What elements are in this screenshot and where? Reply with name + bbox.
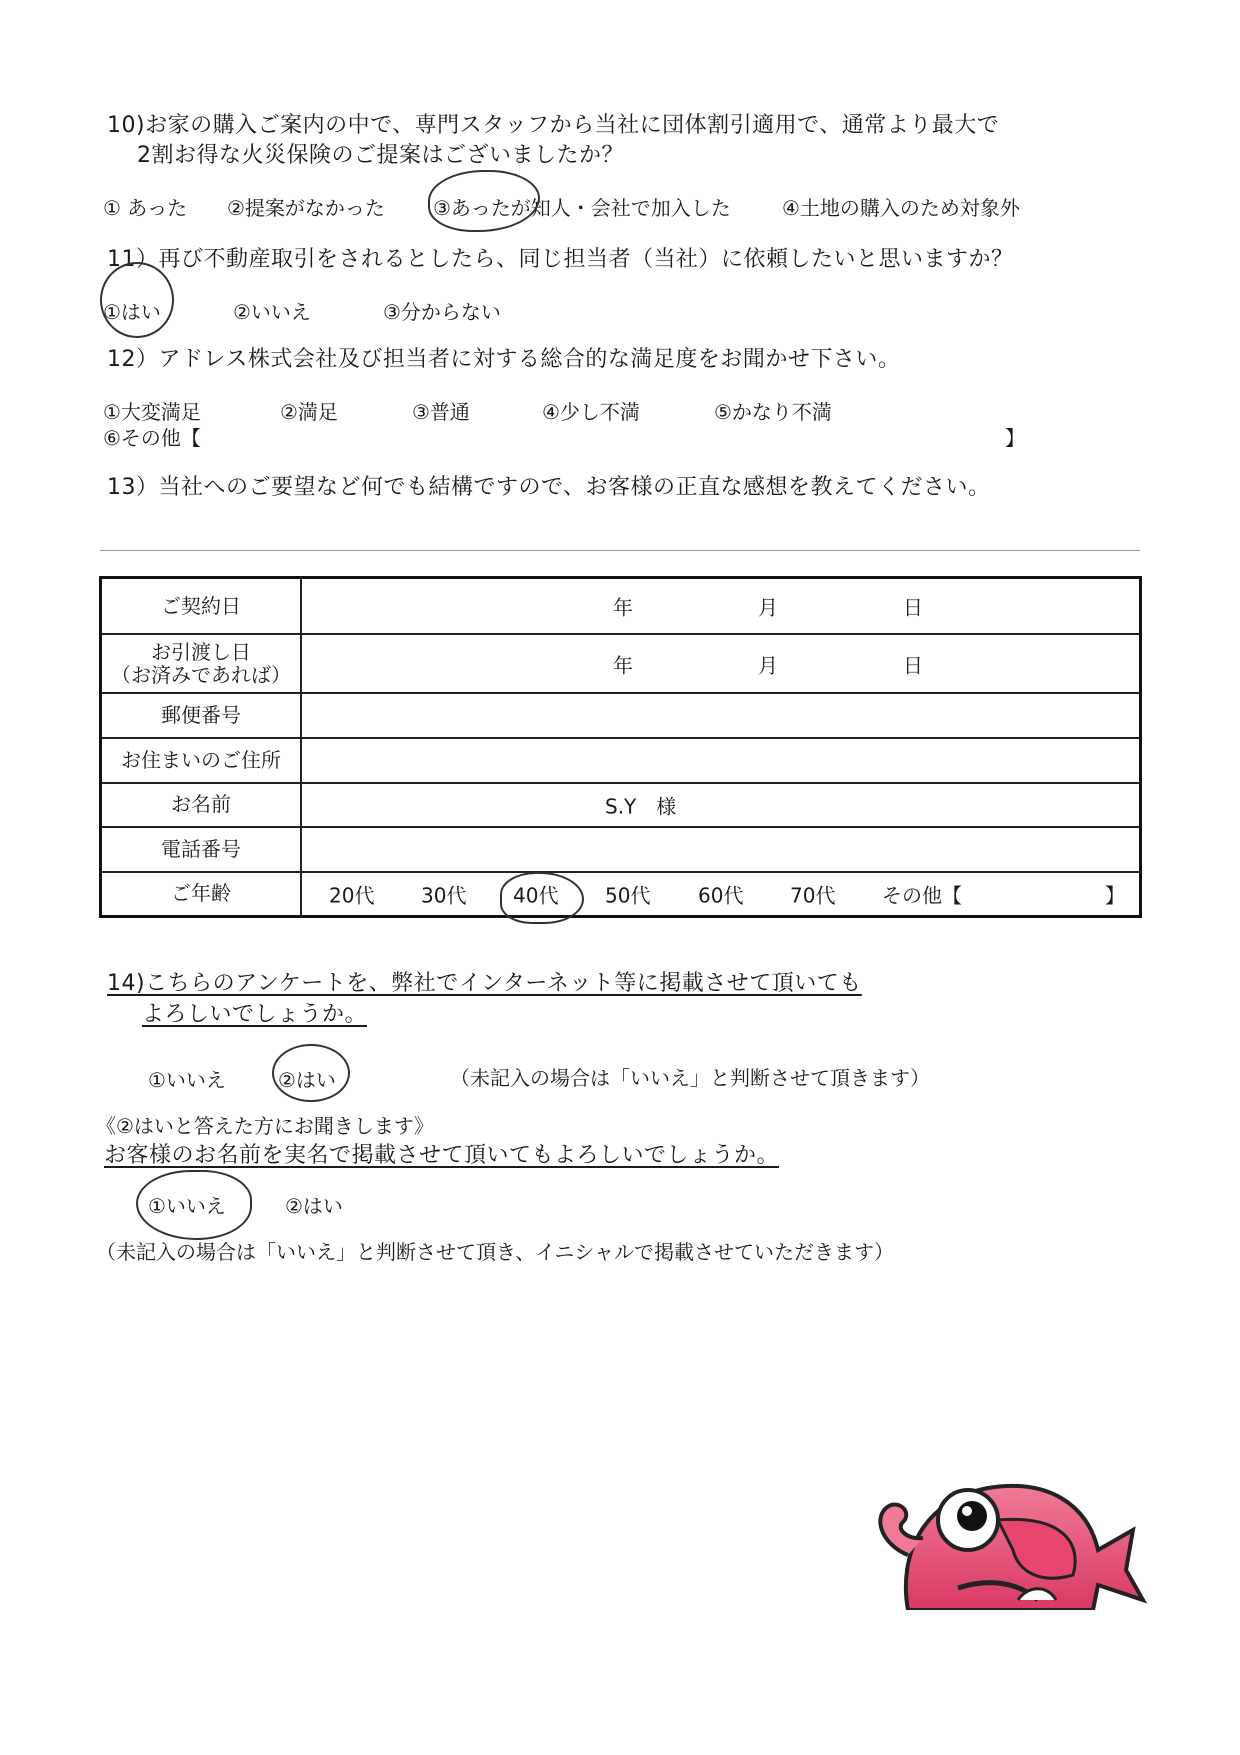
q11-option-3[interactable]: ③分からない <box>383 300 501 324</box>
age-option-40s[interactable]: 40代 <box>513 883 559 908</box>
postal-code-field[interactable] <box>301 693 1141 738</box>
q10-line1: 10)お家の購入ご案内の中で、専門スタッフから当社に団体割引適用で、通常より最大で <box>107 113 1000 138</box>
age-option-other[interactable]: その他【 <box>882 883 962 908</box>
followup-option-1[interactable]: ①いいえ <box>148 1194 226 1218</box>
q12-option-6-other[interactable]: ⑥その他【 <box>103 426 201 450</box>
name-field[interactable] <box>301 783 1141 828</box>
age-option-20s[interactable]: 20代 <box>329 883 375 908</box>
q12-option-3[interactable]: ③普通 <box>412 400 470 424</box>
contract-year-label: 年 <box>613 595 633 620</box>
contract-date-label: ご契約日 <box>101 578 302 635</box>
followup-note: （未記入の場合は「いいえ」と判断させて頂き、イニシャルで掲載させていただきます） <box>96 1240 894 1264</box>
age-field[interactable] <box>301 872 1141 917</box>
q12-other-close: 】 <box>1005 426 1025 450</box>
q12-option-2[interactable]: ②満足 <box>280 400 338 424</box>
q10-option-3[interactable]: ③あったが知人・会社で加入した <box>433 196 731 220</box>
q12-option-4[interactable]: ④少し不満 <box>542 400 640 424</box>
q10-option-4[interactable]: ④土地の購入のため対象外 <box>782 196 1020 220</box>
q10-option-2[interactable]: ②提案がなかった <box>227 196 385 220</box>
q11-question: 11）再び不動産取引をされるとしたら、同じ担当者（当社）に依頼したいと思いますか？ <box>107 247 1014 272</box>
q12-option-5[interactable]: ⑤かなり不満 <box>714 400 832 424</box>
q14-option-2[interactable]: ②はい <box>278 1068 336 1092</box>
age-label: ご年齢 <box>101 872 302 917</box>
q10-answer-circle <box>428 170 540 232</box>
fish-mascot-icon <box>868 1460 1148 1610</box>
address-field[interactable] <box>301 738 1141 783</box>
age-answer-circle <box>500 872 584 924</box>
postal-code-label: 郵便番号 <box>101 693 302 738</box>
q14-line1: 14)こちらのアンケートを、弊社でインターネット等に掲載させて頂いても <box>107 971 862 996</box>
name-label: お名前 <box>101 783 302 828</box>
handover-label-line1: お引渡し日 <box>151 639 251 664</box>
followup-answer-circle <box>136 1170 252 1240</box>
q13-question: 13）当社へのご要望など何でも結構ですので、お客様の正直な感想を教えてください。 <box>107 475 991 500</box>
handover-month-label: 月 <box>758 653 778 678</box>
q11-option-1[interactable]: ①はい <box>103 300 161 324</box>
followup-intro: 《②はいと答えた方にお聞きします》 <box>96 1114 434 1138</box>
handover-year-label: 年 <box>613 653 633 678</box>
age-option-60s[interactable]: 60代 <box>698 883 744 908</box>
name-value: S.Y 様 <box>605 794 677 819</box>
age-option-30s[interactable]: 30代 <box>421 883 467 908</box>
q11-answer-circle <box>100 262 174 338</box>
address-label: お住まいのご住所 <box>101 738 302 783</box>
q14-note: （未記入の場合は「いいえ」と判断させて頂きます） <box>450 1066 930 1090</box>
phone-field[interactable] <box>301 827 1141 872</box>
handover-day-label: 日 <box>903 653 923 678</box>
q14-option-1[interactable]: ①いいえ <box>148 1068 226 1092</box>
age-option-70s[interactable]: 70代 <box>790 883 836 908</box>
q10-line2: 2割お得な火災保険のご提案はございましたか？ <box>137 143 624 168</box>
age-other-close: 】 <box>1105 883 1125 908</box>
handover-date-field[interactable] <box>301 634 1141 693</box>
customer-info-table <box>99 576 1142 918</box>
contract-month-label: 月 <box>758 595 778 620</box>
handover-date-label <box>101 634 302 693</box>
age-option-50s[interactable]: 50代 <box>605 883 651 908</box>
contract-date-field[interactable] <box>301 578 1141 635</box>
contract-day-label: 日 <box>903 595 923 620</box>
q11-option-2[interactable]: ②いいえ <box>233 300 311 324</box>
handover-label-line2: （お済みであれば） <box>111 662 291 687</box>
followup-option-2[interactable]: ②はい <box>285 1194 343 1218</box>
q12-question: 12）アドレス株式会社及び担当者に対する総合的な満足度をお聞かせ下さい。 <box>107 347 901 372</box>
phone-label: 電話番号 <box>101 827 302 872</box>
q14-answer-circle <box>272 1044 350 1102</box>
q14-line2: よろしいでしょうか。 <box>142 1002 368 1027</box>
q10-option-1[interactable]: ① あった <box>103 196 188 220</box>
q12-option-1[interactable]: ①大変満足 <box>103 400 201 424</box>
followup-question: お客様のお名前を実名で掲載させて頂いてもよろしいでしょうか。 <box>104 1143 780 1168</box>
section-divider <box>100 550 1140 551</box>
